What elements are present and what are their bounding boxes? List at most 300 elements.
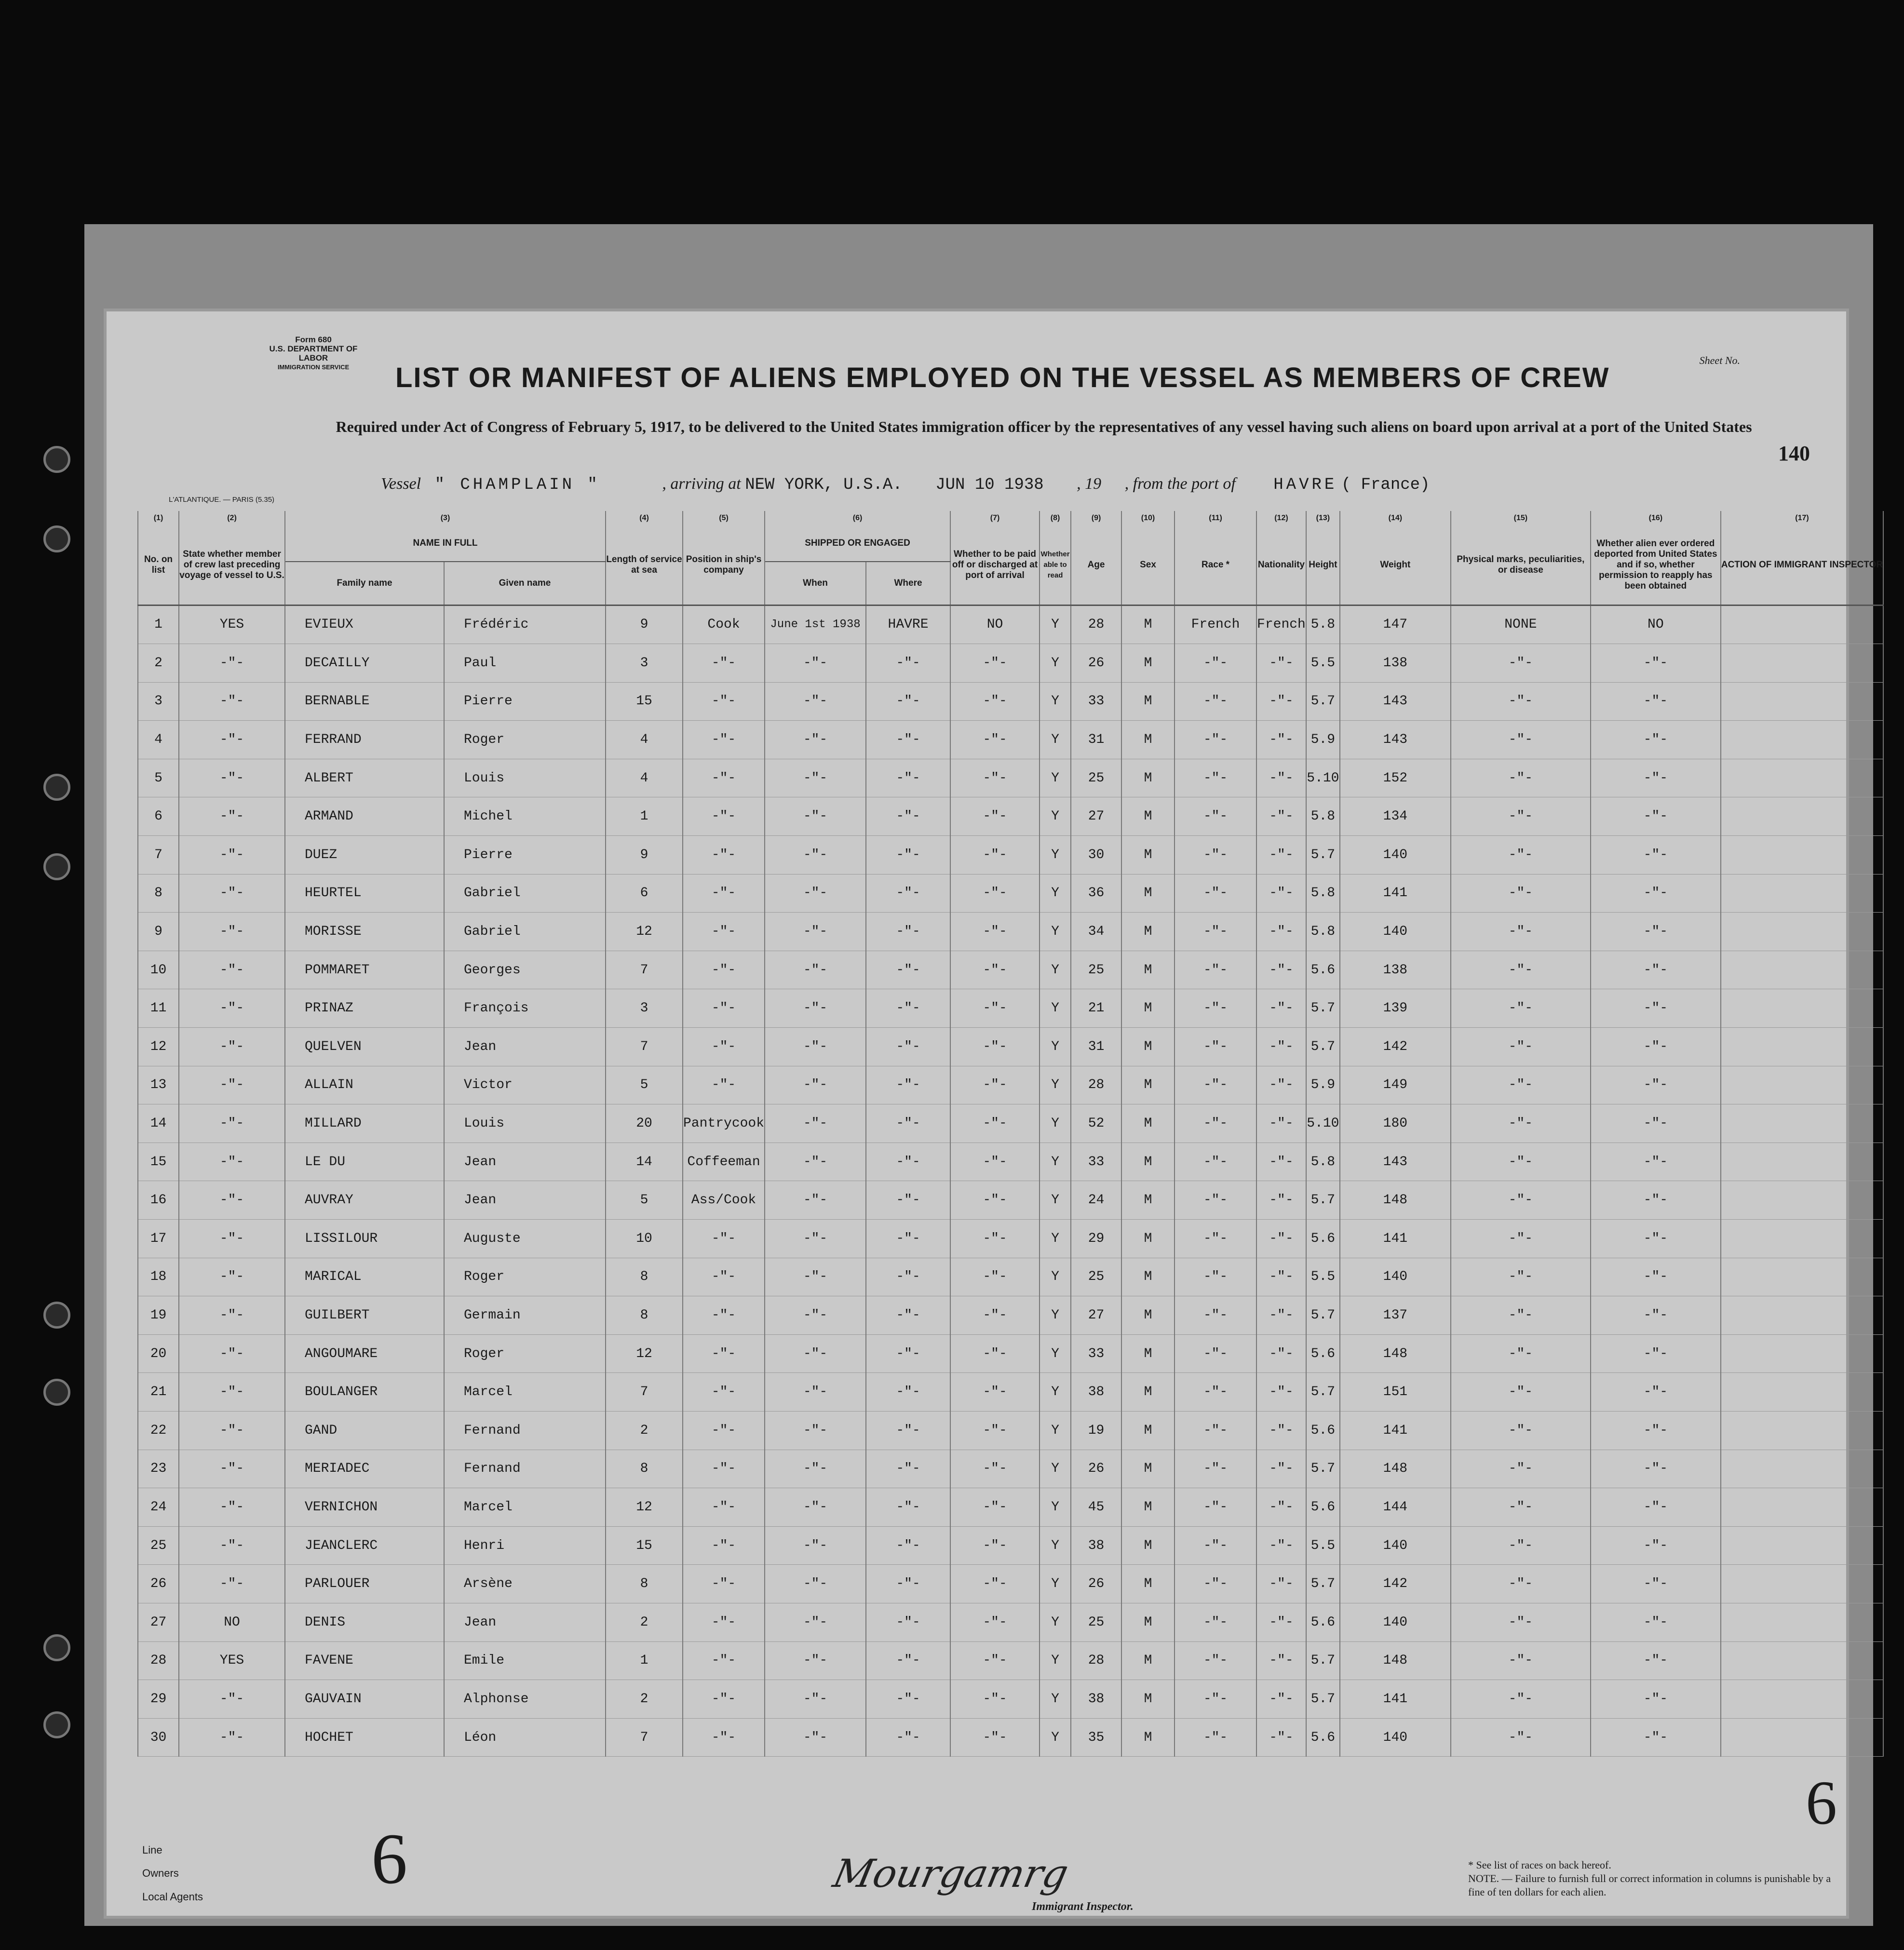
race-cell: -"- — [1175, 1181, 1256, 1220]
paid-off-cell: -"- — [950, 1411, 1040, 1450]
race-cell: -"- — [1175, 721, 1256, 759]
given-name-cell: Paul — [444, 644, 606, 683]
form-header — [263, 335, 364, 372]
nationality-cell: -"- — [1256, 1334, 1306, 1373]
family-name-cell: MARICAL — [285, 1258, 444, 1296]
shipped-where-cell: -"- — [866, 1066, 950, 1104]
given-name-cell: Jean — [444, 1181, 606, 1220]
physical-marks-cell: -"- — [1451, 1258, 1591, 1296]
able-read-cell: Y — [1040, 1104, 1071, 1143]
shipped-when-cell: -"- — [765, 644, 866, 683]
position-cell: -"- — [683, 644, 765, 683]
deported-cell: -"- — [1591, 682, 1721, 721]
paid-off-cell: -"- — [950, 1526, 1040, 1565]
col-num: (6) — [765, 511, 950, 525]
row-number-cell: 14 — [138, 1104, 179, 1143]
from-port: HAVRE — [1273, 476, 1337, 494]
deported-cell: -"- — [1591, 874, 1721, 913]
action-inspector-cell — [1721, 913, 1883, 951]
crew-table-body — [138, 605, 1883, 1757]
paid-off-cell: -"- — [950, 1373, 1040, 1412]
height-cell: 5.10 — [1306, 759, 1340, 797]
from-label: , from the port of — [1124, 475, 1236, 493]
prev-voyage-cell: -"- — [179, 759, 285, 797]
shipped-when-cell: -"- — [765, 1450, 866, 1488]
height-cell: 5.7 — [1306, 1641, 1340, 1680]
nationality-cell: -"- — [1256, 874, 1306, 913]
sex-cell: M — [1121, 1104, 1175, 1143]
shipped-where-cell: -"- — [866, 1718, 950, 1757]
prev-voyage-cell: -"- — [179, 1066, 285, 1104]
age-cell: 35 — [1071, 1718, 1121, 1757]
nationality-cell: -"- — [1256, 951, 1306, 989]
sex-cell: M — [1121, 1334, 1175, 1373]
deported-cell: -"- — [1591, 1526, 1721, 1565]
action-inspector-cell — [1721, 836, 1883, 874]
weight-cell: 141 — [1340, 874, 1451, 913]
physical-marks-cell: -"- — [1451, 1143, 1591, 1181]
nationality-cell: -"- — [1256, 1143, 1306, 1181]
paid-off-cell: -"- — [950, 1680, 1040, 1719]
length-service-cell: 5 — [606, 1066, 683, 1104]
given-name-cell: Henri — [444, 1526, 606, 1565]
race-cell: -"- — [1175, 682, 1256, 721]
paid-off-cell: -"- — [950, 1258, 1040, 1296]
family-name-cell: GAUVAIN — [285, 1680, 444, 1719]
row-number-cell: 18 — [138, 1258, 179, 1296]
action-inspector-cell — [1721, 1220, 1883, 1258]
age-cell: 27 — [1071, 797, 1121, 836]
given-name-cell: Louis — [444, 759, 606, 797]
race-cell: -"- — [1175, 1066, 1256, 1104]
height-cell: 5.10 — [1306, 1104, 1340, 1143]
physical-marks-cell: -"- — [1451, 1334, 1591, 1373]
row-number-cell: 22 — [138, 1411, 179, 1450]
prev-voyage-cell: -"- — [179, 1258, 285, 1296]
shipped-when-cell: -"- — [765, 951, 866, 989]
position-cell: -"- — [683, 1488, 765, 1527]
given-name-cell: Auguste — [444, 1220, 606, 1258]
nationality-cell: -"- — [1256, 1028, 1306, 1066]
shipped-where-cell: -"- — [866, 1450, 950, 1488]
col-where: Where — [866, 562, 950, 605]
position-cell: Coffeeman — [683, 1143, 765, 1181]
physical-marks-cell: -"- — [1451, 989, 1591, 1028]
shipped-where-cell: -"- — [866, 913, 950, 951]
height-cell: 5.7 — [1306, 836, 1340, 874]
col-nationality: Nationality — [1256, 525, 1306, 605]
race-cell: -"- — [1175, 1296, 1256, 1335]
shipped-when-cell: -"- — [765, 836, 866, 874]
deported-cell: -"- — [1591, 1028, 1721, 1066]
note-text: NOTE. — Failure to furnish full or correct information in columns is punishable by a fine of ten dollars for each alien. — [1468, 1872, 1831, 1898]
race-cell: -"- — [1175, 797, 1256, 836]
length-service-cell: 4 — [606, 759, 683, 797]
able-read-cell: Y — [1040, 1603, 1071, 1641]
age-cell: 28 — [1071, 605, 1121, 644]
age-cell: 34 — [1071, 913, 1121, 951]
col-name-in-full: NAME IN FULL — [285, 525, 606, 562]
punch-hole — [43, 1302, 70, 1329]
sex-cell: M — [1121, 721, 1175, 759]
family-name-cell: JEANCLERC — [285, 1526, 444, 1565]
sex-cell: M — [1121, 1066, 1175, 1104]
shipped-where-cell: -"- — [866, 989, 950, 1028]
shipped-where-cell: HAVRE — [866, 605, 950, 644]
col-height: Height — [1306, 525, 1340, 605]
nationality-cell: -"- — [1256, 721, 1306, 759]
position-cell: -"- — [683, 1220, 765, 1258]
prev-voyage-cell: -"- — [179, 1411, 285, 1450]
vessel-name: " CHAMPLAIN " — [434, 476, 600, 494]
col-num: (9) — [1071, 511, 1121, 525]
able-read-cell: Y — [1040, 1143, 1071, 1181]
nationality-cell: -"- — [1256, 836, 1306, 874]
deported-cell: -"- — [1591, 644, 1721, 683]
action-inspector-cell — [1721, 874, 1883, 913]
row-number-cell: 26 — [138, 1565, 179, 1603]
punch-hole — [43, 774, 70, 801]
prev-voyage-cell: -"- — [179, 721, 285, 759]
family-name-cell: MORISSE — [285, 913, 444, 951]
shipped-when-cell: -"- — [765, 1296, 866, 1335]
able-read-cell: Y — [1040, 759, 1071, 797]
deported-cell: -"- — [1591, 1296, 1721, 1335]
age-cell: 27 — [1071, 1296, 1121, 1335]
shipped-where-cell: -"- — [866, 1680, 950, 1719]
able-read-cell: Y — [1040, 913, 1071, 951]
table-row — [138, 951, 1883, 989]
paid-off-cell: -"- — [950, 1220, 1040, 1258]
paid-off-cell: -"- — [950, 913, 1040, 951]
able-read-cell: Y — [1040, 1334, 1071, 1373]
given-name-cell: Léon — [444, 1718, 606, 1757]
table-row — [138, 1220, 1883, 1258]
table-row — [138, 1641, 1883, 1680]
nationality-cell: -"- — [1256, 682, 1306, 721]
able-read-cell: Y — [1040, 644, 1071, 683]
height-cell: 5.5 — [1306, 1526, 1340, 1565]
weight-cell: 149 — [1340, 1066, 1451, 1104]
physical-marks-cell: -"- — [1451, 1680, 1591, 1719]
shipped-where-cell: -"- — [866, 874, 950, 913]
prev-voyage-cell: -"- — [179, 913, 285, 951]
col-num: (7) — [950, 511, 1040, 525]
able-read-cell: Y — [1040, 1450, 1071, 1488]
sex-cell: M — [1121, 1028, 1175, 1066]
action-inspector-cell — [1721, 1565, 1883, 1603]
shipped-when-cell: -"- — [765, 1565, 866, 1603]
row-number-cell: 4 — [138, 721, 179, 759]
punch-hole — [43, 446, 70, 473]
position-cell: -"- — [683, 1641, 765, 1680]
given-name-cell: François — [444, 989, 606, 1028]
shipped-when-cell: -"- — [765, 797, 866, 836]
col-deported: Whether alien ever ordered deported from United States and if so, whether permission to reapply has been obtained — [1591, 525, 1721, 605]
table-row — [138, 1526, 1883, 1565]
weight-cell: 148 — [1340, 1641, 1451, 1680]
prev-voyage-cell: -"- — [179, 1373, 285, 1412]
race-cell: -"- — [1175, 1641, 1256, 1680]
physical-marks-cell: -"- — [1451, 1526, 1591, 1565]
weight-cell: 140 — [1340, 1258, 1451, 1296]
nationality-cell: -"- — [1256, 1104, 1306, 1143]
length-service-cell: 2 — [606, 1603, 683, 1641]
sex-cell: M — [1121, 1411, 1175, 1450]
physical-marks-cell: -"- — [1451, 1603, 1591, 1641]
sex-cell: M — [1121, 951, 1175, 989]
race-cell: -"- — [1175, 1028, 1256, 1066]
deported-cell: -"- — [1591, 1603, 1721, 1641]
action-inspector-cell — [1721, 1296, 1883, 1335]
sex-cell: M — [1121, 1143, 1175, 1181]
weight-cell: 180 — [1340, 1104, 1451, 1143]
sex-cell: M — [1121, 1450, 1175, 1488]
shipped-when-cell: -"- — [765, 1680, 866, 1719]
prev-voyage-cell: -"- — [179, 797, 285, 836]
length-service-cell: 8 — [606, 1565, 683, 1603]
family-name-cell: EVIEUX — [285, 605, 444, 644]
able-read-cell: Y — [1040, 874, 1071, 913]
col-paid-off: Whether to be paid off or discharged at port of arrival — [950, 525, 1040, 605]
position-cell: Ass/Cook — [683, 1181, 765, 1220]
nationality-cell: French — [1256, 605, 1306, 644]
length-service-cell: 12 — [606, 1488, 683, 1527]
sex-cell: M — [1121, 605, 1175, 644]
physical-marks-cell: -"- — [1451, 1296, 1591, 1335]
page-subtitle: Required under Act of Congress of February 5, 1917, to be delivered to the United States immigration officer by the representatives of any vessel having such aliens on board upon arrival at a port of the United States — [336, 418, 1752, 435]
able-read-cell: Y — [1040, 1028, 1071, 1066]
paid-off-cell: -"- — [950, 759, 1040, 797]
sex-cell: M — [1121, 989, 1175, 1028]
age-cell: 24 — [1071, 1181, 1121, 1220]
shipped-where-cell: -"- — [866, 797, 950, 836]
physical-marks-cell: -"- — [1451, 1565, 1591, 1603]
col-sex: Sex — [1121, 525, 1175, 605]
deported-cell: -"- — [1591, 989, 1721, 1028]
row-number-cell: 15 — [138, 1143, 179, 1181]
height-cell: 5.6 — [1306, 1411, 1340, 1450]
inspector-label: Immigrant Inspector. — [1032, 1900, 1134, 1913]
page-number: 140 — [1778, 442, 1810, 465]
printer-mark: L'ATLANTIQUE. — PARIS (5.35) — [169, 496, 275, 504]
age-cell: 28 — [1071, 1641, 1121, 1680]
given-name-cell: Roger — [444, 721, 606, 759]
position-cell: -"- — [683, 1718, 765, 1757]
family-name-cell: LE DU — [285, 1143, 444, 1181]
family-name-cell: BOULANGER — [285, 1373, 444, 1412]
height-cell: 5.6 — [1306, 951, 1340, 989]
paid-off-cell: -"- — [950, 1334, 1040, 1373]
action-inspector-cell — [1721, 1411, 1883, 1450]
family-name-cell: DECAILLY — [285, 644, 444, 683]
row-number-cell: 25 — [138, 1526, 179, 1565]
punch-hole — [43, 853, 70, 880]
action-inspector-cell — [1721, 1373, 1883, 1412]
sex-cell: M — [1121, 1526, 1175, 1565]
position-cell: -"- — [683, 1603, 765, 1641]
shipped-when-cell: -"- — [765, 1641, 866, 1680]
position-cell: -"- — [683, 1526, 765, 1565]
able-read-cell: Y — [1040, 1488, 1071, 1527]
paid-off-cell: -"- — [950, 682, 1040, 721]
col-length-service: Length of service at sea — [606, 525, 683, 605]
height-cell: 5.8 — [1306, 605, 1340, 644]
physical-marks-cell: -"- — [1451, 644, 1591, 683]
action-inspector-cell — [1721, 797, 1883, 836]
table-row — [138, 1258, 1883, 1296]
table-row — [138, 1718, 1883, 1757]
nationality-cell: -"- — [1256, 1526, 1306, 1565]
shipped-where-cell: -"- — [866, 1258, 950, 1296]
height-cell: 5.8 — [1306, 1143, 1340, 1181]
sex-cell: M — [1121, 836, 1175, 874]
physical-marks-cell: -"- — [1451, 1066, 1591, 1104]
table-row — [138, 1066, 1883, 1104]
paid-off-cell: -"- — [950, 1488, 1040, 1527]
nationality-cell: -"- — [1256, 1411, 1306, 1450]
given-name-cell: Louis — [444, 1104, 606, 1143]
inspector-signature: Mourgamrg — [829, 1851, 1072, 1896]
deported-cell: -"- — [1591, 759, 1721, 797]
physical-marks-cell: -"- — [1451, 682, 1591, 721]
col-given-name: Given name — [444, 562, 606, 605]
prev-voyage-cell: -"- — [179, 1488, 285, 1527]
length-service-cell: 10 — [606, 1220, 683, 1258]
prev-voyage-cell: -"- — [179, 1104, 285, 1143]
given-name-cell: Germain — [444, 1296, 606, 1335]
paid-off-cell: -"- — [950, 989, 1040, 1028]
nationality-cell: -"- — [1256, 1718, 1306, 1757]
prev-voyage-cell: YES — [179, 605, 285, 644]
prev-voyage-cell: -"- — [179, 874, 285, 913]
race-cell: -"- — [1175, 1411, 1256, 1450]
year-label: , 19 — [1077, 475, 1102, 493]
race-cell: -"- — [1175, 989, 1256, 1028]
weight-cell: 140 — [1340, 1603, 1451, 1641]
sex-cell: M — [1121, 1296, 1175, 1335]
department: U.S. DEPARTMENT OF LABOR — [269, 344, 358, 363]
position-cell: Cook — [683, 605, 765, 644]
physical-marks-cell: -"- — [1451, 759, 1591, 797]
able-read-cell: Y — [1040, 1373, 1071, 1412]
action-inspector-cell — [1721, 1258, 1883, 1296]
shipped-when-cell: -"- — [765, 682, 866, 721]
race-cell: -"- — [1175, 1718, 1256, 1757]
shipped-where-cell: -"- — [866, 1488, 950, 1527]
arriving-port: NEW YORK, U.S.A. — [745, 476, 903, 494]
shipped-where-cell: -"- — [866, 1641, 950, 1680]
length-service-cell: 14 — [606, 1143, 683, 1181]
prev-voyage-cell: -"- — [179, 1028, 285, 1066]
age-cell: 30 — [1071, 836, 1121, 874]
height-cell: 5.8 — [1306, 913, 1340, 951]
prev-voyage-cell: -"- — [179, 1143, 285, 1181]
weight-cell: 152 — [1340, 759, 1451, 797]
height-cell: 5.5 — [1306, 1258, 1340, 1296]
age-cell: 52 — [1071, 1104, 1121, 1143]
race-cell: -"- — [1175, 951, 1256, 989]
position-cell: -"- — [683, 759, 765, 797]
weight-cell: 142 — [1340, 1565, 1451, 1603]
footer-local-agents-label: Local Agents — [142, 1891, 203, 1903]
action-inspector-cell — [1721, 1181, 1883, 1220]
weight-cell: 138 — [1340, 951, 1451, 989]
row-number-cell: 20 — [138, 1334, 179, 1373]
col-num: (5) — [683, 511, 765, 525]
race-cell: -"- — [1175, 759, 1256, 797]
family-name-cell: VERNICHON — [285, 1488, 444, 1527]
arriving-label: , arriving at — [662, 475, 741, 493]
weight-cell: 148 — [1340, 1450, 1451, 1488]
table-row — [138, 1296, 1883, 1335]
race-cell: French — [1175, 605, 1256, 644]
table-row — [138, 1603, 1883, 1641]
table-row — [138, 874, 1883, 913]
action-inspector-cell — [1721, 1104, 1883, 1143]
length-service-cell: 15 — [606, 1526, 683, 1565]
age-cell: 29 — [1071, 1220, 1121, 1258]
height-cell: 5.7 — [1306, 1181, 1340, 1220]
length-service-cell: 8 — [606, 1450, 683, 1488]
row-number-cell: 16 — [138, 1181, 179, 1220]
deported-cell: -"- — [1591, 1680, 1721, 1719]
shipped-when-cell: -"- — [765, 913, 866, 951]
deported-cell: -"- — [1591, 1450, 1721, 1488]
position-cell: -"- — [683, 874, 765, 913]
shipped-when-cell: -"- — [765, 1104, 866, 1143]
race-cell: -"- — [1175, 1603, 1256, 1641]
table-row — [138, 1143, 1883, 1181]
deported-cell: -"- — [1591, 951, 1721, 989]
deported-cell: -"- — [1591, 1066, 1721, 1104]
shipped-when-cell: -"- — [765, 1066, 866, 1104]
nationality-cell: -"- — [1256, 1220, 1306, 1258]
able-read-cell: Y — [1040, 1220, 1071, 1258]
table-row — [138, 989, 1883, 1028]
prev-voyage-cell: -"- — [179, 1718, 285, 1757]
given-name-cell: Jean — [444, 1143, 606, 1181]
deported-cell: -"- — [1591, 1220, 1721, 1258]
deported-cell: -"- — [1591, 1565, 1721, 1603]
col-num: (3) — [285, 511, 606, 525]
able-read-cell: Y — [1040, 836, 1071, 874]
sex-cell: M — [1121, 1641, 1175, 1680]
paid-off-cell: -"- — [950, 797, 1040, 836]
from-country: ( France) — [1341, 476, 1430, 494]
paid-off-cell: -"- — [950, 1181, 1040, 1220]
given-name-cell: Marcel — [444, 1488, 606, 1527]
position-cell: -"- — [683, 913, 765, 951]
sex-cell: M — [1121, 797, 1175, 836]
deported-cell: -"- — [1591, 721, 1721, 759]
prev-voyage-cell: -"- — [179, 682, 285, 721]
length-service-cell: 12 — [606, 1334, 683, 1373]
col-num: (11) — [1175, 511, 1256, 525]
able-read-cell: Y — [1040, 1680, 1071, 1719]
nationality-cell: -"- — [1256, 989, 1306, 1028]
length-service-cell: 7 — [606, 951, 683, 989]
row-number-cell: 12 — [138, 1028, 179, 1066]
col-position: Position in ship's company — [683, 525, 765, 605]
punch-hole — [43, 1711, 70, 1738]
length-service-cell: 8 — [606, 1258, 683, 1296]
position-cell: -"- — [683, 1450, 765, 1488]
col-able-to-read: Whether able to read — [1040, 525, 1071, 605]
race-cell: -"- — [1175, 1450, 1256, 1488]
paid-off-cell: -"- — [950, 1143, 1040, 1181]
able-read-cell: Y — [1040, 1641, 1071, 1680]
